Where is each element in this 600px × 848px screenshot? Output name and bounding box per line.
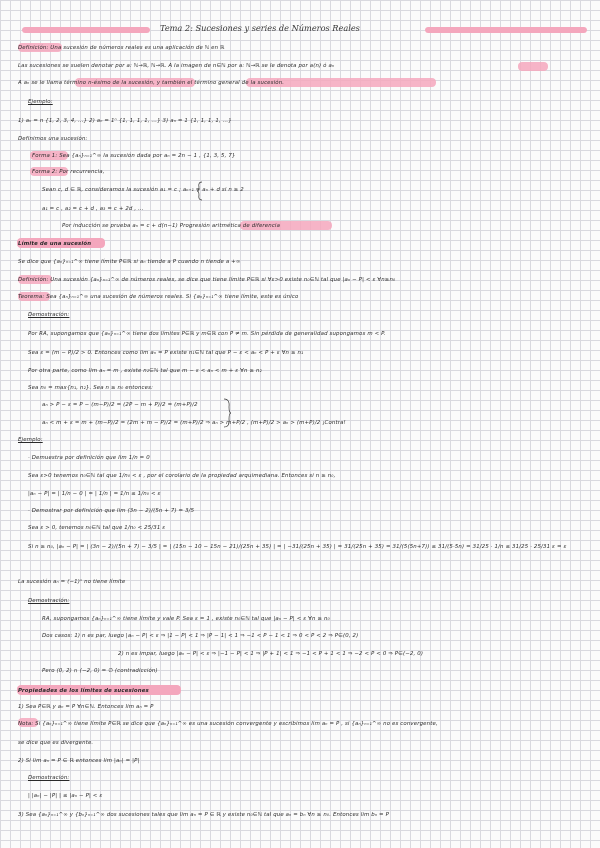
text-line: Por inducción se prueba aₙ = c + d(n−1) Progresión aritmética de diferencia	[62, 223, 281, 229]
text-line: Se dice que {aₙ}ₙ₌₁^∞ tiene límite P∈ℝ si aₙ tiende a P cuando n tiende a +∞	[18, 259, 241, 265]
heading-ejemplo: Ejemplo:	[28, 99, 53, 105]
heading-demostracion: Demostración:	[28, 312, 70, 318]
text-line: Teorema: Sea {aₙ}ₙ₌₁^∞ una sucesión de números reales. Si {aₙ}ₙ₌₁^∞ tiene límite, este es único	[18, 294, 299, 300]
text-line: 1) Sea P∈ℝ y aₙ = P ∀n∈ℕ. Entonces lim aₙ = P	[18, 704, 154, 710]
title-highlight-right	[425, 27, 587, 33]
text-line: RA, supongamos {aₙ}ₙ₌₁^∞ tiene límite y vale P. Sea ε = 1 , existe n₀∈ℕ tal que |aₙ − P| < ε ∀n ≥ n₀	[42, 616, 330, 622]
text-line: se dice que es divergente.	[18, 740, 94, 746]
text-line: Sea ε = (m − P)/2 > 0. Entonces como lim aₙ = P existe n₁∈ℕ tal que P − ε < aₙ < P + ε ∀n ≥ n₁	[28, 350, 304, 356]
text-line: Por otra parte, como lim aₙ = m , existe n₂∈ℕ tal que m − ε < aₙ < m + ε ∀n ≥ n₂	[28, 368, 262, 374]
text-line: |aₙ − P| = | 1/n − 0 | = | 1/n | = 1/n ≤ 1/n₀ < ε	[28, 491, 161, 497]
title-highlight-left	[22, 27, 150, 33]
text-line: Dos casos: 1) n es par, luego |aₙ − P| < ε ⇒ |1 − P| < 1 ⇒ |P − 1| < 1 ⇒ −1 < P − 1 < 1 ⇒ 0 < P < 2 ⇒ P∈(0, 2)	[42, 633, 359, 639]
text-line: 3) Sea {aₙ}ₙ₌₁^∞ y {bₙ}ₙ₌₁^∞ dos sucesiones tales que lim aₙ = P ∈ ℝ y existe n₀∈ℕ tal que aₙ = bₙ ∀n ≥ n₀. Entonces lim bₙ = P	[18, 812, 389, 818]
text-line: Por RA, supongamos que {aₙ}ₙ₌₁^∞ tiene dos límites P∈ℝ y m∈ℝ con P ≠ m. Sin pérdida de generalidad supongamos m < P.	[28, 331, 386, 337]
implication-brace-drawing	[222, 397, 232, 429]
heading-limite: Límite de una sucesión	[18, 241, 92, 247]
text-line: Las sucesiones se suelen denotar por a: ℕ→ℝ, ℕ→ℝ. A la imagen de n∈ℕ por a: ℕ→ℝ se le denota por a(n) ó aₙ	[18, 63, 335, 69]
text-line: Sea ε > 0, tenemos n₀∈ℕ tal que 1/n₀ < 25/31 ε	[28, 525, 166, 531]
text-line: Definimos una sucesión:	[18, 136, 88, 142]
text-line: Si n ≥ n₀, |aₙ − P| = | (3n − 2)/(5n + 7) − 3/5 | = | (15n − 10 − 15n − 21)/(25n + 35) | = | −31/(25n + 35) | = 31/(25n + 35) = 31/(5(5n+7)) ≤ 31/(5·5n) = 31/25 · 1/n ≤ 31/25 · 25/31 ε = ε	[28, 544, 567, 550]
heading-demostracion: Demostración:	[28, 598, 70, 604]
text-line: 1) aₙ = n {1, 2, 3, 4, ...} 2) aₙ = 1ⁿ {1, 1, 1, 1, ...} 3) aₙ = 1 {1, 1, 1, 1, ...}	[18, 118, 232, 124]
text-line: aₙ > P − ε = P − (m−P)/2 = (2P − m + P)/2 = (m+P)/2	[42, 402, 198, 408]
heading-propiedades: Propiedades de los límites de sucesiones	[18, 688, 149, 694]
text-line: 2) Si lim aₙ = P ∈ ℝ entonces lim |aₙ| = |P|	[18, 758, 140, 764]
text-line: Nota: Si {aₙ}ₙ₌₁^∞ tiene límite P∈ℝ se dice que {aₙ}ₙ₌₁^∞ es una sucesión convergente y escribimos lim aₙ = P , si {aₙ}ₙ₌₁^∞ no es convergente,	[18, 721, 438, 727]
text-line: A aₙ se le llama término n-ésimo de la sucesión, y también el término general de la sucesión.	[18, 80, 285, 86]
text-line: aₙ < m + ε = m + (m−P)/2 = (2m + m − P)/2 = (m+P)/2 ⇒ aₙ > m+P/2 , (m+P)/2 > aₙ > (m+P)/2 ¡Contra!	[42, 420, 346, 426]
text-line: Forma 1: Sea {aₙ}ₙ₌₁^∞ la sucesión dada por aₙ = 2n − 1 , {1, 3, 5, 7}	[32, 153, 236, 159]
text-line: Definición: Una sucesión de números reales es una aplicación de ℕ en ℝ	[18, 45, 225, 51]
text-line: 2) n es impar, luego |aₙ − P| < ε ⇒ |−1 − P| < 1 ⇒ |P + 1| < 1 ⇒ −1 < P + 1 < 1 ⇒ −2 < P < 0 ⇒ P∈(−2, 0)	[118, 651, 424, 657]
text-line: Sea ε>0 tenemos n₀∈ℕ tal que 1/n₀ < ε , por el corolario de la propiedad arquimediana. Entonces si n ≥ n₀,	[28, 473, 336, 479]
heading-ejemplo: Ejemplo:	[18, 437, 43, 443]
brace-drawing	[196, 181, 204, 201]
text-line: a₁ = c , a₂ = c + d , a₃ = c + 2d , ...	[42, 206, 144, 212]
text-line: La sucesión aₙ = (−1)ⁿ no tiene límite	[18, 579, 126, 585]
heading-demostracion: Demostración:	[28, 775, 70, 781]
text-line: | |aₙ| − |P| | ≤ |aₙ − P| < ε	[28, 793, 103, 799]
text-line: Sea n₀ = max{n₁, n₂}. Sea n ≥ n₀ entonces:	[28, 385, 154, 391]
text-line: Sean c, d ∈ ℝ, consideramos la sucesión a₁ = c ; aₙ₊₁ = aₙ + d si n ≥ 2	[42, 187, 244, 193]
page-title: Tema 2: Sucesiones y series de Números Reales	[160, 23, 360, 33]
text-line: Definición: Una sucesión {aₙ}ₙ₌₁^∞ de números reales, se dice que tiene límite P∈ℝ si ∀ε>0 existe n₀∈ℕ tal que |aₙ − P| < ε ∀n≥n₀	[18, 277, 396, 283]
text-line: · Demostrar por definición que lim (3n − 2)/(5n + 7) = 3/5	[28, 508, 195, 514]
text-line: · Demuestra por definición que lim 1/n = 0	[28, 455, 150, 461]
text-line: Pero (0, 2) ∩ (−2, 0) = ∅ (contradicción)	[42, 668, 158, 674]
text-line: Forma 2: Por recurrencia,	[32, 169, 105, 175]
